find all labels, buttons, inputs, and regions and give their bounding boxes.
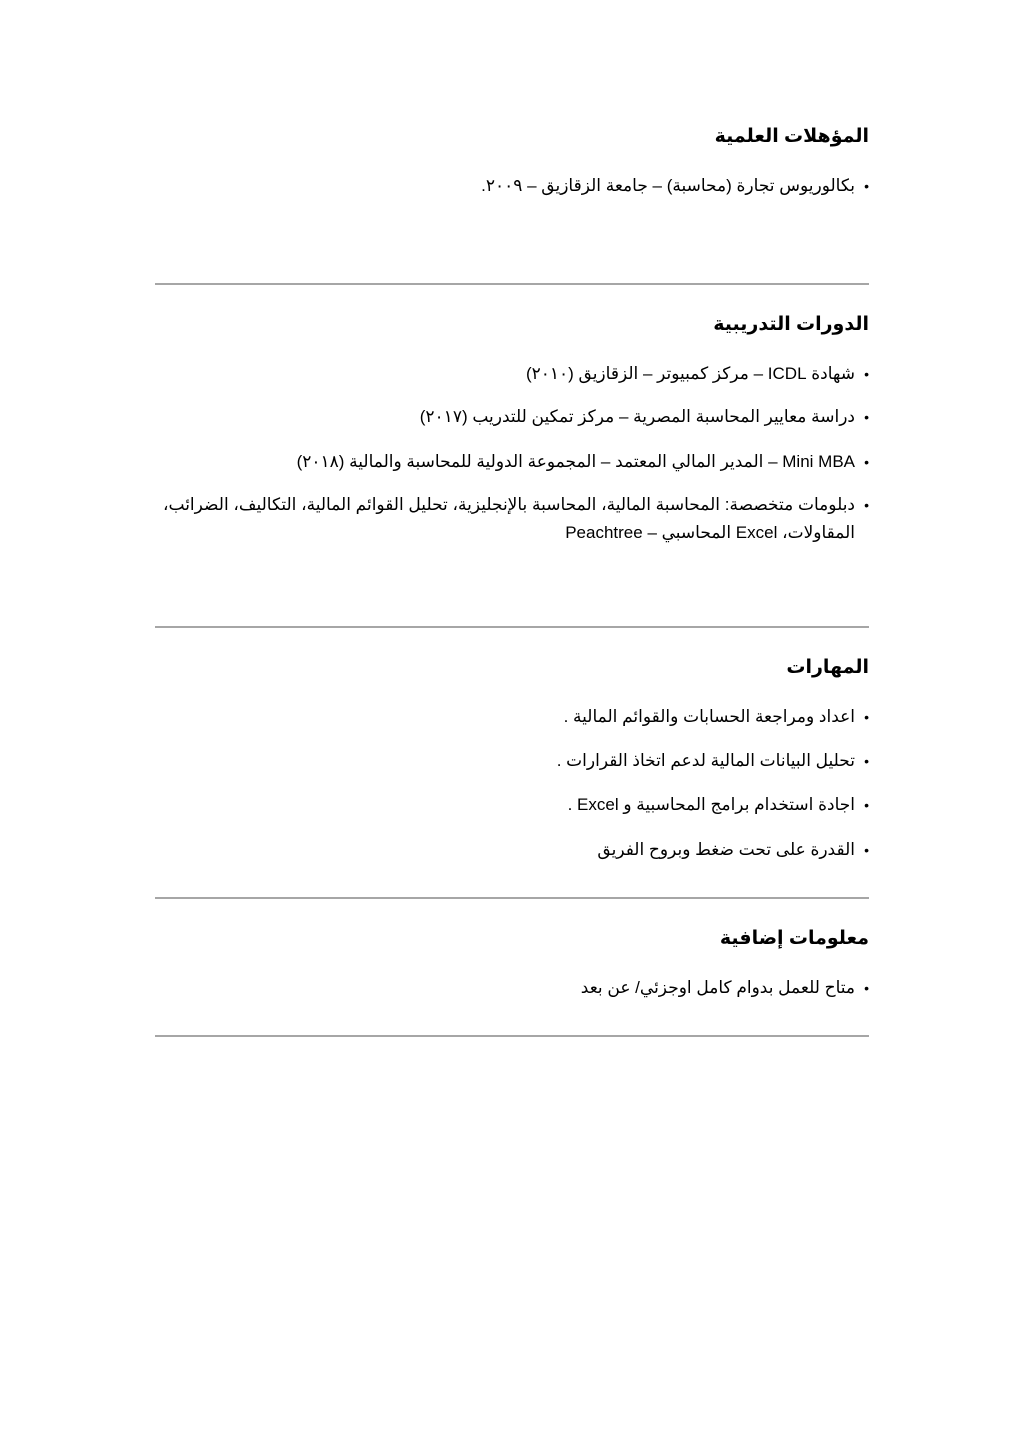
qualifications-title: المؤهلات العلمية [714, 126, 869, 147]
bullet-icon: • [864, 454, 869, 470]
list-item [155, 974, 869, 1002]
item-text: دراسة معايير المحاسبة المصرية – مركز تمكين للتدريب (٢٠١٧) [419, 407, 855, 426]
item-text: اعداد ومراجعة الحسابات والقوائم المالية . [563, 707, 855, 726]
list-item [155, 747, 869, 775]
list-item [155, 403, 869, 431]
list-item [155, 791, 869, 819]
skills-title: المهارات [786, 657, 869, 678]
bullet-icon: • [864, 409, 869, 425]
bullet-icon: • [864, 178, 869, 194]
list-item [155, 172, 869, 200]
bullet-icon: • [864, 980, 869, 996]
bullet-icon: • [864, 497, 869, 513]
bullet-icon: • [864, 842, 869, 858]
additional-title: معلومات إضافية [719, 928, 869, 949]
bullet-icon: • [864, 753, 869, 769]
list-item [155, 360, 869, 388]
item-text: اجادة استخدام برامج المحاسبية و Excel . [567, 795, 855, 814]
item-text: متاح للعمل بدوام كامل اوجزئي/ عن بعد [580, 978, 855, 997]
item-text: دبلومات متخصصة: المحاسبة المالية، المحاسبة بالإنجليزية، تحليل القوائم المالية، التكاليف، الضرائب، المقاولات، Excel المحاسبي – Peachtree [163, 495, 855, 542]
list-item [155, 836, 869, 864]
list-item [155, 491, 869, 547]
list-item [155, 448, 869, 476]
bullet-icon: • [864, 366, 869, 382]
bullet-icon: • [864, 797, 869, 813]
section-divider [155, 283, 869, 285]
item-text: القدرة على تحت ضغط وبروح الفريق [597, 840, 855, 859]
list-item [155, 703, 869, 731]
item-text: بكالوريوس تجارة (محاسبة) – جامعة الزقازيق – ٢٠٠٩. [481, 176, 855, 195]
item-text: شهادة ICDL – مركز كمبيوتر – الزقازيق (٢٠١٠) [525, 364, 855, 383]
bullet-icon: • [864, 709, 869, 725]
training-title: الدورات التدريبية [713, 314, 869, 335]
item-text: Mini MBA – المدير المالي المعتمد – المجموعة الدولية للمحاسبة والمالية (٢٠١٨) [296, 452, 855, 471]
section-divider [155, 1035, 869, 1037]
cv-page [155, 0, 869, 1448]
item-text: تحليل البيانات المالية لدعم اتخاذ القرارات . [556, 751, 855, 770]
section-divider [155, 897, 869, 899]
section-divider [155, 626, 869, 628]
